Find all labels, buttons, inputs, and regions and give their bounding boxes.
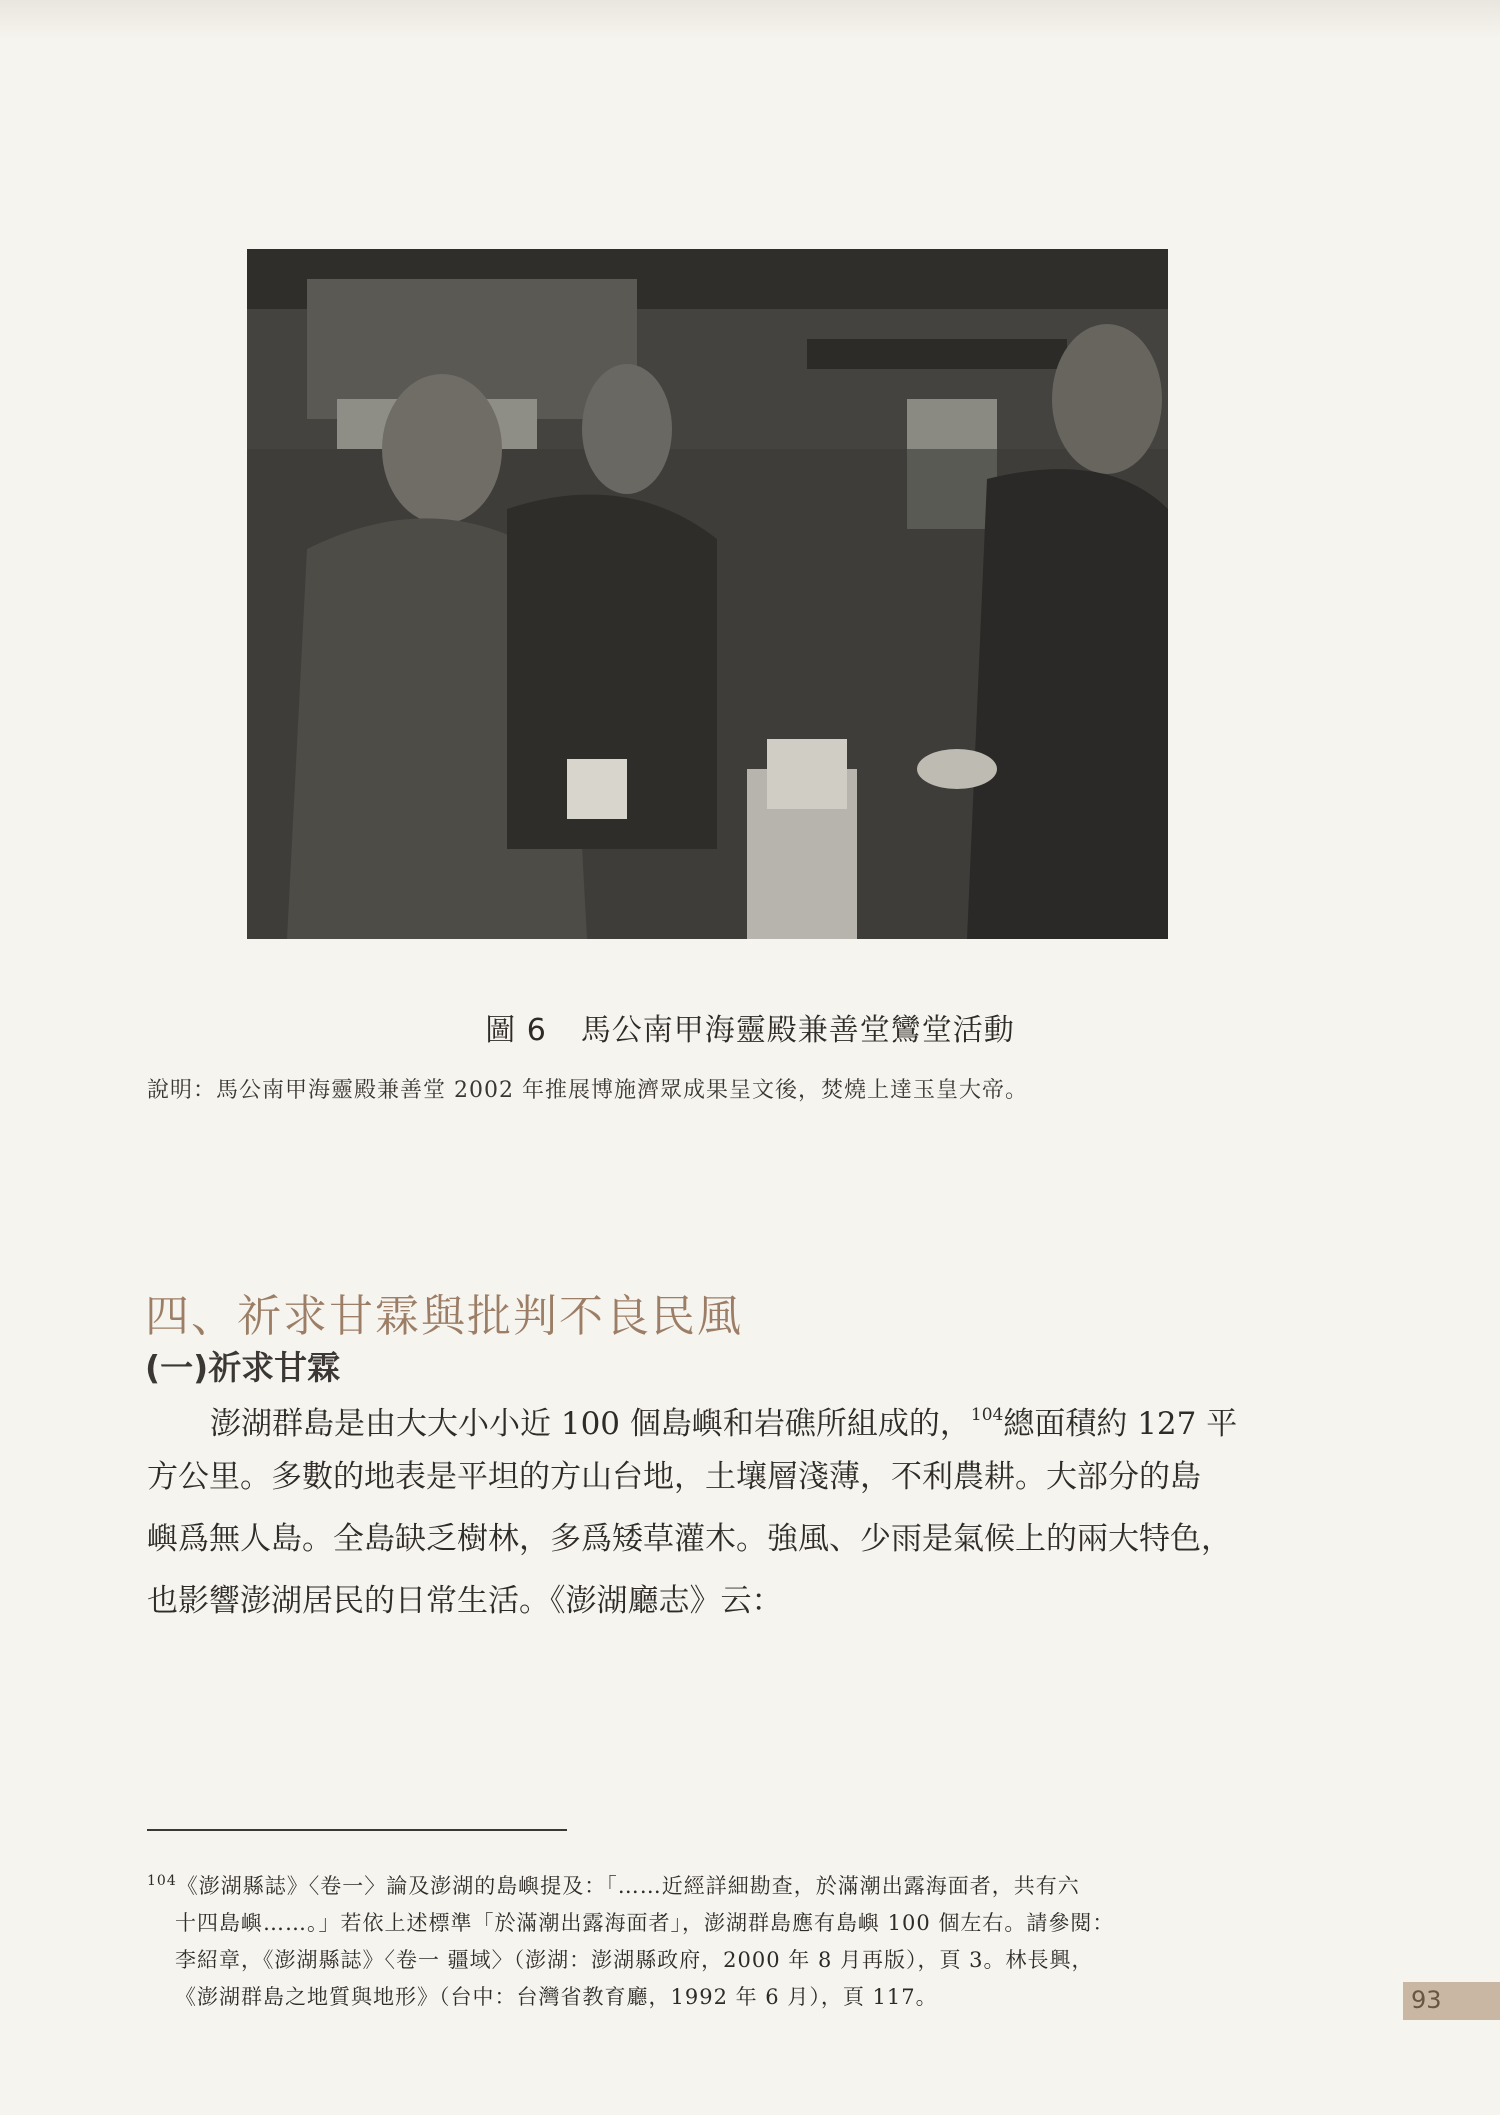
body-line-2: 方公里。多數的地表是平坦的方山台地，土壤層淺薄，不利農耕。大部分的島 xyxy=(147,1459,1201,1495)
body-text: 總面積約 127 平 xyxy=(1003,1406,1238,1442)
page-number-tab xyxy=(1403,1982,1500,2020)
body-line-1 xyxy=(210,1390,1325,1449)
section-subtitle: (一)祈求甘霖 xyxy=(145,1348,341,1387)
page-number: 93 xyxy=(1411,1986,1442,2014)
footnote-line-2: 十四島嶼……。」若依上述標準「於滿潮出露海面者」，澎湖群島應有島嶼 100 個左右。請參閱： xyxy=(175,1911,1115,1935)
body-line-3: 嶼爲無人島。全島缺乏樹林，多爲矮草灌木。強風、少雨是氣候上的兩大特色， xyxy=(147,1521,1232,1557)
footnote-line-1 xyxy=(147,1870,1272,1900)
body-text: 澎湖群島是由大大小小近 100 個島嶼和岩礁所組成的， xyxy=(210,1406,971,1442)
footnote-divider xyxy=(147,1829,567,1831)
footnote-line-4: 《澎湖群島之地質與地形》（台中：台灣省教育廳，1992 年 6 月），頁 117。 xyxy=(175,1985,938,2009)
figure-number: 圖 6 xyxy=(485,1013,547,1048)
footnote-marker: 104 xyxy=(147,1873,177,1889)
footnote-text: 《澎湖縣誌》〈卷一〉論及澎湖的島嶼提及：「……近經詳細勘查，於滿潮出露海面者，共有六 xyxy=(176,1874,1080,1898)
body-line-4: 也影響澎湖居民的日常生活。《澎湖廳志》云： xyxy=(147,1583,783,1619)
footnote-reference: 104 xyxy=(970,1405,1004,1425)
figure-caption-text: 馬公南甲海靈殿兼善堂鸞堂活動 xyxy=(580,1013,1015,1048)
figure-note: 說明：馬公南甲海靈殿兼善堂 2002 年推展博施濟眾成果呈文後，焚燒上達玉皇大帝。 xyxy=(147,1078,1028,1103)
page-top-edge xyxy=(0,0,1500,40)
figure-photo xyxy=(247,249,1168,939)
footnote-line-3: 李紹章，《澎湖縣誌》〈卷一 疆域〉（澎湖：澎湖縣政府，2000 年 8 月再版），頁 3。林長興， xyxy=(175,1948,1094,1972)
figure-caption xyxy=(0,1005,1500,1049)
section-title: 四、祈求甘霖與批判不良民風 xyxy=(145,1291,743,1342)
